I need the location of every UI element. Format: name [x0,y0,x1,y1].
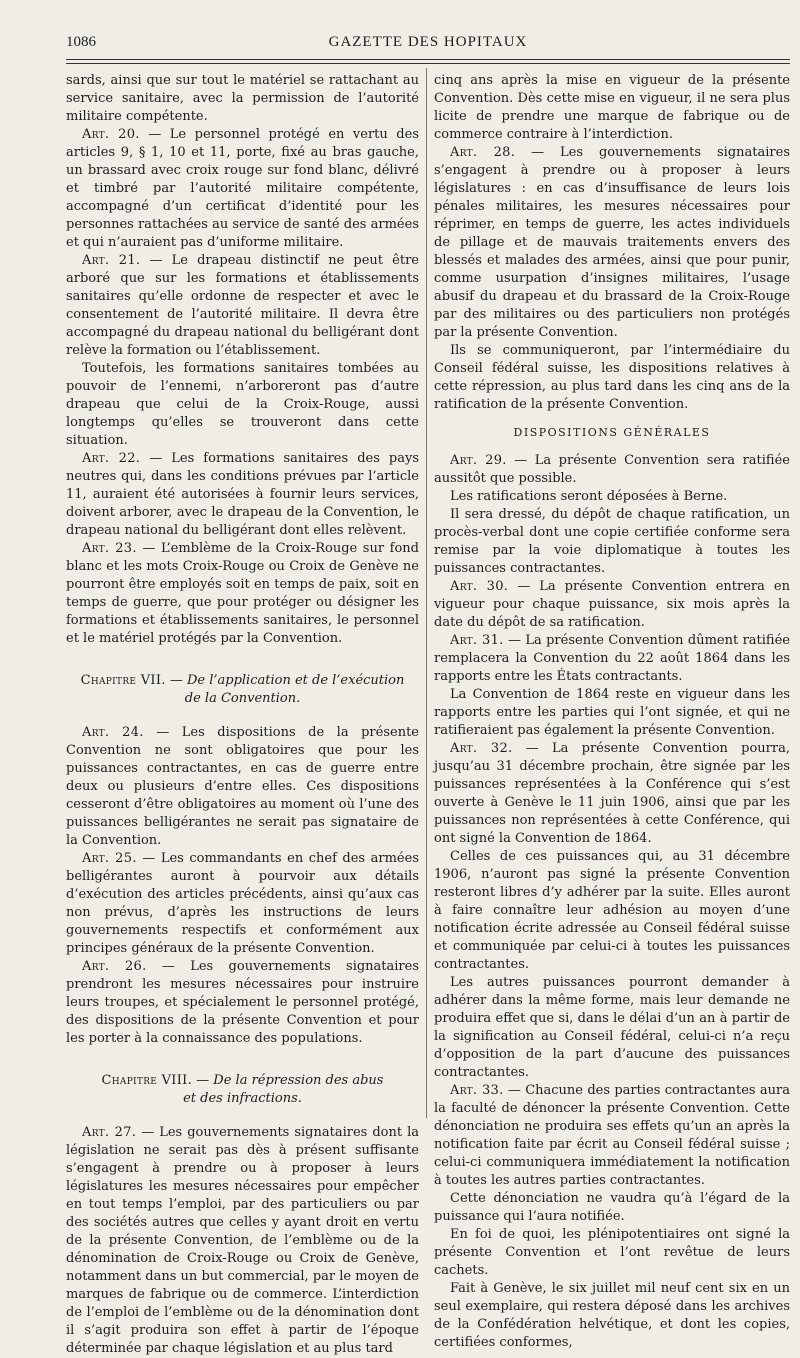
paragraph-text: — Les formations sanitaires des pays neutres qui, dans les conditions prévues par l’article 11, auraient été autorisées à fournir leurs services, doivent arborer, avec le drapeau de la Convention, le drapeau national du belligérant dont elles relèvent. [66,451,419,538]
article-number: Art. 29. [450,453,507,468]
paragraph-text: Toutefois, les formations sanitaires tombées au pouvoir de l’ennemi, n’arboreront pas d’autre drapeau que celui de la Croix-Rouge, aussi longtemps qu’elles se trouveront dans cette situation. [66,361,419,448]
article-paragraph [434,1082,790,1190]
paragraph-text: Il sera dressé, du dépôt de chaque ratification, un procès-verbal dont une copie certifiée conforme sera remise par la voie diplomatique à toutes les puissances contractantes. [434,507,790,576]
paragraph-text: — Le drapeau distinctif ne peut être arboré que sur les formations et établissements sanitaires qu’elle ordonne de respecter et avec le consentement de l’autorité militaire. Il devra être accompagné du drapeau national du belligérant dont relève la formation ou l’établissement. [66,253,419,358]
paragraph-text: — La présente Convention sera ratifiée aussitôt que possible. [434,453,790,486]
paragraph-text: — Les gouvernements signataires s’engagent à prendre ou à proposer à leurs législatures : en cas d’insuffisance de leurs lois pénales militaires, les mesures nécessaires pour réprimer, en temps de guerre, les actes individuels de pillage et de mauvais traitements envers des blessés et malades des armées, ainsi que pour punir, comme usurpation d’insignes militaires, l’usage abusif du drapeau et du brassard de la Croix-Rouge par des militaires ou des particuliers non protégés par la présente Convention. [434,145,790,340]
paragraph [66,360,419,450]
paragraph-text: Fait à Genève, le six juillet mil neuf cent six en un seul exemplaire, qui restera déposé dans les archives de la Confédération helvétique, et dont les copies, certifiées conformes, [434,1281,790,1350]
article-paragraph [66,450,419,540]
paragraph-text: En foi de quoi, les plénipotentiaires ont signé la présente Convention et l’ont revêtue de leurs cachets. [434,1227,790,1278]
article-number: Art. 31. [450,633,504,648]
paragraph-text: La Convention de 1864 reste en vigueur dans les rapports entre les parties qui l’ont signée, et qui ne ratifieraient pas également la présente Convention. [434,687,790,738]
article-paragraph [66,252,419,360]
paragraph-text: — Les gouvernements signataires prendront les mesures nécessaires pour instruire leurs troupes, et spécialement le personnel protégé, des dispositions de la présente Convention et pour les porter à la connaissance des populations. [66,959,420,1046]
article-number: Art. 24. [82,725,144,740]
paragraph [66,72,419,126]
chapter-heading [66,672,419,708]
paragraph [434,1280,790,1352]
article-number: Art. 22. [82,451,141,466]
article-paragraph [434,632,790,686]
chapter-heading [66,1072,419,1108]
header-rule-thin [66,59,790,60]
chapter-number: Chapitre VII. [80,673,166,688]
paragraph [434,974,790,1082]
paragraph-text: Ils se communiqueront, par l’intermédiaire du Conseil fédéral suisse, les dispositions relatives à cette répression, au plus tard dans les cinq ans de la ratification de la présente Convention. [434,343,790,412]
paragraph-text: Celles de ces puissances qui, au 31 décembre 1906, n’auront pas signé la présente Convention resteront libres d’y adhérer par la suite. Elles auront à faire connaître leur adhésion au moyen d’une notification écrite adressée au Conseil fédéral suisse et communiquée par celui-ci à toutes les puissances contractantes. [434,849,790,972]
paragraph-text: — La présente Convention dûment ratifiée remplacera la Convention du 22 août 1864 dans les rapports entre les États contractants. [434,633,790,684]
article-number: Art. 30. [450,579,509,594]
paragraph-text: — La présente Convention pourra, jusqu’au 31 décembre prochain, être signée par les puissances représentées à la Conférence qui s’est ouverte à Genève le 11 juin 1906, ainsi que par les puissances non représentées à cette Conférence, qui ont signé la Convention de 1864. [434,741,790,846]
paragraph-text: Les autres puissances pourront demander à adhérer dans la même forme, mais leur demande ne produira effet que si, dans le délai d’un an à partir de la signification au Conseil fédéral, celui-ci n’a reçu d’opposition de la part d’aucune des puissances contractantes. [434,975,790,1080]
paragraph [434,488,790,506]
chapter-title-line: Chapitre VII. — De l’application et de l’exécution [80,673,405,688]
article-paragraph [66,724,419,850]
paragraph-text: — L’emblème de la Croix-Rouge sur fond blanc et les mots Croix-Rouge ou Croix de Genève ne pourront être employés soit en temps de paix, soit en temps de guerre, que pour protéger ou désigner les formations et établissements sanitaires, le personnel et le matériel protégés par la Convention. [66,541,419,646]
page-number: 1086 [66,34,96,50]
page-header [66,34,790,56]
chapter-title: De l’application et de l’exécution [186,673,405,688]
paragraph [434,848,790,974]
article-paragraph [434,740,790,848]
paragraph [434,72,790,144]
paragraph [434,1226,790,1280]
chapter-title-line: de la Convention. [184,691,301,706]
header-rule-thick [66,63,790,64]
paragraph-text: — Les commandants en chef des armées belligérantes auront à pourvoir aux détails d’exécution des articles précédents, ainsi qu’aux cas non prévus, d’après les instructions de leurs gouvernements respectifs et conformément aux principes généraux de la présente Convention. [66,851,419,956]
article-number: Art. 27. [82,1125,137,1140]
article-paragraph [434,578,790,632]
article-number: Art. 21. [82,253,141,268]
article-paragraph [66,126,419,252]
article-paragraph [66,1124,419,1358]
article-paragraph [434,452,790,488]
article-number: Art. 23. [82,541,137,556]
paragraph [434,686,790,740]
article-paragraph [434,144,790,342]
article-paragraph [66,958,419,1048]
paragraph [434,342,790,414]
paragraph-text: sards, ainsi que sur tout le matériel se rattachant au service sanitaire, avec la permission de l’autorité militaire compétente. [66,73,419,124]
article-number: Art. 26. [82,959,147,974]
paragraph-text: — Les dispositions de la présente Convention ne sont obligatoires que pour les puissances contractantes, en cas de guerre entre deux ou plusieurs d’entre elles. Ces dispositions cesseront d’être obligatoires au moment où l’une des puissances belligérantes ne serait pas signataire de la Convention. [66,725,419,848]
paragraph-text: Cette dénonciation ne vaudra qu’à l’égard de la puissance qui l’aura notifiée. [434,1191,790,1224]
paragraph-text: — Les gouvernements signataires dont la législation ne serait pas dès à présent suffisante s’engagent à prendre ou à proposer à leurs législatures les mesures nécessaires pour empêcher en tout temps l’emploi, par des particuliers ou par des sociétés autres que celles y ayant droit en vertu de la présente Convention, de l’emblème ou de la dénomination de Croix-Rouge ou Croix de Genève, notamment dans un but commercial, par le moyen de marques de fabrique ou de commerce. L’interdiction de l’emploi de l’emblème ou de la dénomination dont il s’agit produira son effet à partir de l’époque déterminée par chaque législation et au plus tard [66,1125,419,1356]
article-paragraph [66,540,419,648]
article-number: Art. 33. [450,1083,504,1098]
paragraph [434,1190,790,1226]
running-title: GAZETTE DES HOPITAUX [328,34,528,50]
article-number: Art. 28. [450,145,516,160]
chapter-title-line: et des infractions. [183,1091,302,1106]
paragraph [434,506,790,578]
article-number: Art. 25. [82,851,137,866]
right-column [434,72,790,1352]
paragraph-text: — Chacune des parties contractantes aura la faculté de dénoncer la présente Convention. Cette dénonciation ne produira ses effets qu’un an après la notification faite par écrit au Conseil fédéral suisse ; celui-ci communiquera immédiatement la notification à toutes les autres parties contractantes. [434,1083,790,1188]
paragraph-text: cinq ans après la mise en vigueur de la présente Convention. Dès cette mise en vigueur, il ne sera plus licite de prendre une marque de fabrique ou de commerce contraire à l’interdiction. [434,73,790,142]
article-paragraph [66,850,419,958]
chapter-title: De la répression des abus [213,1073,384,1088]
paragraph-text: — La présente Convention entrera en vigueur pour chaque puissance, six mois après la date du dépôt de sa ratification. [434,579,790,630]
chapter-title-line: Chapitre VIII. — De la répression des abus [101,1073,384,1088]
chapter-number: Chapitre VIII. [101,1073,193,1088]
column-divider [426,68,427,1118]
left-column [66,72,419,1358]
section-heading: DISPOSITIONS GÉNÉRALES [513,426,711,439]
article-number: Art. 32. [450,741,513,756]
paragraph-text: — Le personnel protégé en vertu des articles 9, § 1, 10 et 11, porte, fixé au bras gauche, un brassard avec croix rouge sur fond blanc, délivré et timbré par l’autorité militaire compétente, accompagné d’un certificat d’identité pour les personnes rattachées au service de santé des armées et qui n’auraient pas d’uniforme militaire. [66,127,419,250]
paragraph-text: Les ratifications seront déposées à Berne. [450,489,728,504]
article-number: Art. 20. [82,127,140,142]
